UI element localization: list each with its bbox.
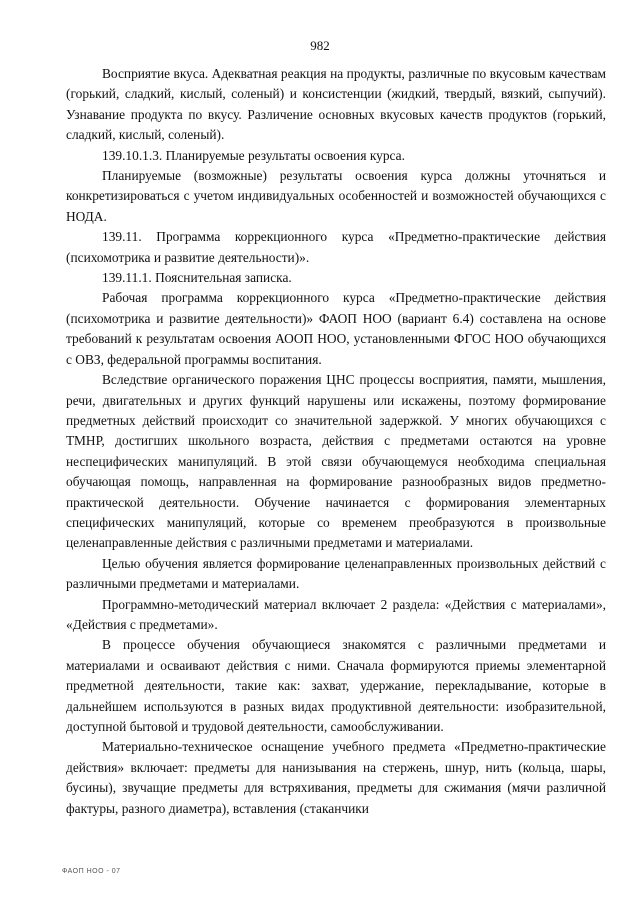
- section-heading-explanatory-note: 139.11.1. Пояснительная записка.: [102, 270, 292, 286]
- document-body: [66, 64, 606, 819]
- section-heading-course-program: 139.11. Программа коррекционного курса «Предметно-практические действия (психомотрика и развитие деятельности)».: [66, 229, 606, 265]
- page-number: 982: [310, 38, 330, 53]
- paragraph-work-program: Рабочая программа коррекционного курса «Предметно-практические действия (психомотрика и развитие деятельности)» ФАОП НОО (вариант 6.4) составлена на основе требований к результатам освоения АООП НОО, установленными ФГОС НОО обучающихся с ОВЗ, федеральной программы воспитания.: [66, 290, 606, 367]
- footer-stamp: ФАОП НОО - 07: [62, 868, 121, 875]
- section-heading-planned-results: 139.10.1.3. Планируемые результаты освоения курса.: [102, 147, 405, 163]
- paragraph-planned-results: Планируемые (возможные) результаты освоения курса должны уточняться и конкретизироваться с учетом индивидуальных особенностей и возможностей обучающихся с НОДА.: [66, 168, 606, 224]
- paragraph-equipment: Материально-техническое оснащение учебного предмета «Предметно-практические действия» включает: предметы для нанизывания на стержень, шнур, нить (кольца, шары, бусины), звучащие предметы для встряхивания, предметы для сжимания (мячи различной фактуры, разного диаметра), вставления (стаканчики: [66, 739, 606, 816]
- paragraph-learning-process: В процессе обучения обучающиеся знакомятся с различными предметами и материалами и осваивают действия с ними. Сначала формируются приемы элементарной предметной деятельности, такие как: захват, удержание, перекладывание, которые в дальнейшем используются в разных видах продуктивной деятельности: изобразительной, доступной бытовой и трудовой деятельности, самообслуживании.: [66, 637, 606, 734]
- paragraph-cns-lesion: Вследствие органического поражения ЦНС процессы восприятия, памяти, мышления, речи, двигательных и других функций нарушены или искажены, поэтому формирование предметных действий происходит со значительной задержкой. У многих обучающихся с ТМНР, достигших школьного возраста, действия с предметами остаются на уровне неспецифических манипуляций. В этой связи обучающемуся необходима специальная обучающая помощь, направленная на формирование разнообразных видов предметно-практической деятельности. Обучение начинается с формирования элементарных специфических манипуляций, которые со временем преобразуются в произвольные целенаправленные действия с различными предметами и материалами.: [66, 372, 606, 551]
- paragraph-taste-perception: Восприятие вкуса. Адекватная реакция на продукты, различные по вкусовым качествам (горький, сладкий, кислый, соленый) и консистенции (жидкий, твердый, вязкий, сыпучий). Узнавание продукта по вкусу. Различение основных вкусовых качеств продуктов (горький, сладкий, кислый, соленый).: [66, 66, 606, 143]
- paragraph-learning-goal: Целью обучения является формирование целенаправленных произвольных действий с различными предметами и материалами.: [66, 555, 606, 592]
- paragraph-program-sections: Программно-методический материал включает 2 раздела: «Действия с материалами», «Действия с предметами».: [66, 596, 606, 632]
